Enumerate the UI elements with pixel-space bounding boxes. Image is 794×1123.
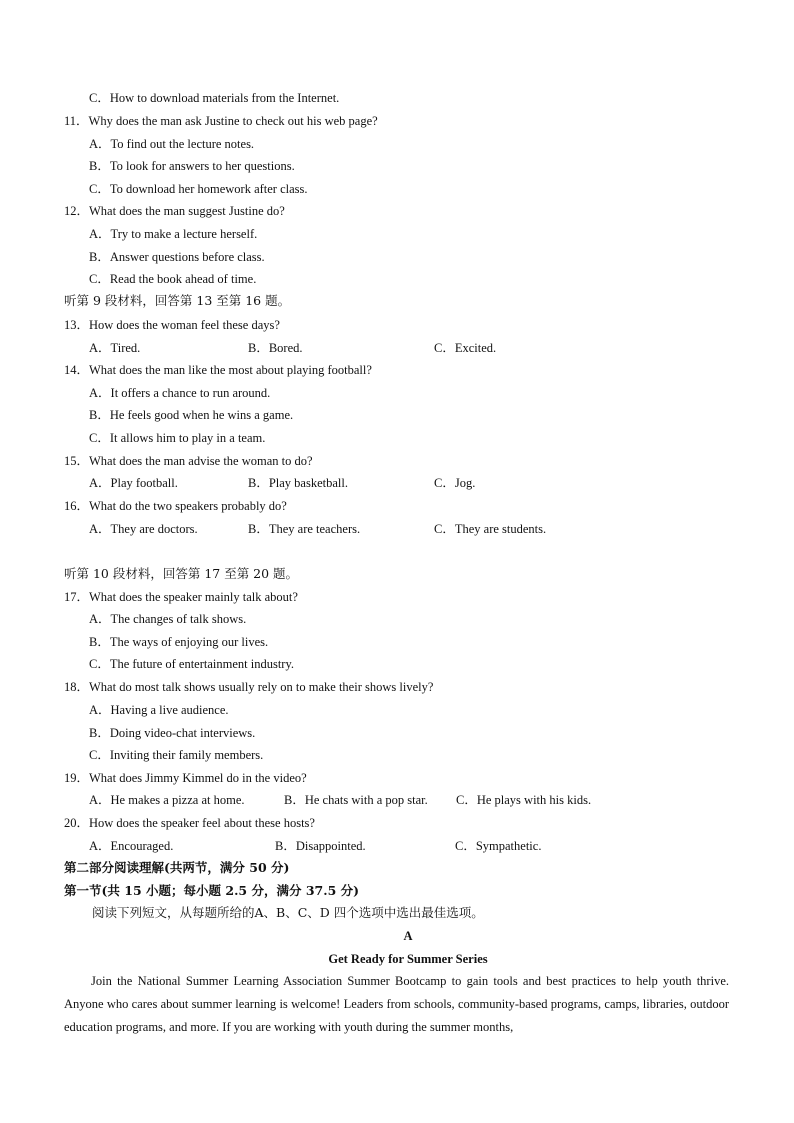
question-14-option-b: B．He feels good when he wins a game. — [89, 408, 294, 422]
question-12-option-a: A．Try to make a lecture herself. — [89, 227, 258, 241]
passage-paragraph: Join the National Summer Learning Association Summer Bootcamp to gain tools and best practices to help youth thrive. Anyone who cares about summer learning is welcome! Leaders from schools, community-based programs, camps, libraries, outdoor education programs, and more. If you are working with youth during the summer months, — [64, 974, 729, 1034]
question-13-stem: 13．How does the woman feel these days? — [64, 318, 280, 332]
part-2-heading: 第二部分阅读理解(共两节，满分 50 分) — [64, 860, 290, 875]
question-16-option-a: A．They are doctors. — [89, 522, 198, 536]
question-11-stem: 11．Why does the man ask Justine to check out his web page? — [64, 114, 378, 128]
question-11-option-b: B．To look for answers to her questions. — [89, 159, 295, 173]
question-14-option-a: A．It offers a chance to run around. — [89, 386, 271, 400]
line-q10-optC: C．How to download materials from the Internet. — [89, 91, 340, 105]
question-17-stem: 17．What does the speaker mainly talk about? — [64, 590, 298, 604]
passage-letter: A — [403, 929, 413, 943]
section-10-heading: 听第 10 段材料，回答第 17 至第 20 题。 — [64, 566, 299, 581]
question-16-option-c: C．They are students. — [434, 522, 547, 536]
section-1-heading: 第一节(共 15 小题；每小题 2.5 分，满分 37.5 分) — [64, 883, 360, 898]
question-15-option-c: C．Jog. — [434, 476, 476, 490]
question-14-option-c: C．It allows him to play in a team. — [89, 431, 266, 445]
question-14-stem: 14．What does the man like the most about playing football? — [64, 363, 372, 377]
question-18-option-c: C．Inviting their family members. — [89, 748, 264, 762]
question-18-option-b: B．Doing video-chat interviews. — [89, 726, 256, 740]
question-18-option-a: A．Having a live audience. — [89, 703, 229, 717]
question-13-option-c: C．Excited. — [434, 341, 497, 355]
question-20-option-a: A．Encouraged. — [89, 839, 174, 853]
question-17-option-b: B．The ways of enjoying our lives. — [89, 635, 269, 649]
question-15-option-b: B．Play basketball. — [248, 476, 348, 490]
question-11-option-c: C．To download her homework after class. — [89, 182, 308, 196]
question-19-stem: 19．What does Jimmy Kimmel do in the video? — [64, 771, 307, 785]
question-12-option-c: C．Read the book ahead of time. — [89, 272, 257, 286]
question-16-option-b: B．They are teachers. — [248, 522, 361, 536]
section-9-heading: 听第 9 段材料，回答第 13 至第 16 题。 — [64, 293, 291, 308]
question-19-option-b: B．He chats with a pop star. — [284, 793, 428, 807]
question-11-option-a: A．To find out the lecture notes. — [89, 137, 255, 151]
question-15-option-a: A．Play football. — [89, 476, 178, 490]
question-12-option-b: B．Answer questions before class. — [89, 250, 265, 264]
question-16-stem: 16．What do the two speakers probably do? — [64, 499, 287, 513]
question-17-option-c: C．The future of entertainment industry. — [89, 657, 295, 671]
question-15-stem: 15．What does the man advise the woman to do? — [64, 454, 313, 468]
question-20-option-b: B．Disappointed. — [275, 839, 366, 853]
passage-title: Get Ready for Summer Series — [328, 952, 488, 966]
question-20-stem: 20．How does the speaker feel about these hosts? — [64, 816, 315, 830]
question-19-option-c: C．He plays with his kids. — [456, 793, 592, 807]
question-13-option-a: A．Tired. — [89, 341, 141, 355]
question-19-option-a: A．He makes a pizza at home. — [89, 793, 245, 807]
question-12-stem: 12．What does the man suggest Justine do? — [64, 204, 285, 218]
question-18-stem: 18．What do most talk shows usually rely on to make their shows lively? — [64, 680, 434, 694]
reading-instruction: 阅读下列短文，从每题所给的A、B、C、D 四个选项中选出最佳选项。 — [92, 905, 484, 920]
question-20-option-c: C．Sympathetic. — [455, 839, 542, 853]
question-17-option-a: A．The changes of talk shows. — [89, 612, 247, 626]
question-13-option-b: B．Bored. — [248, 341, 303, 355]
